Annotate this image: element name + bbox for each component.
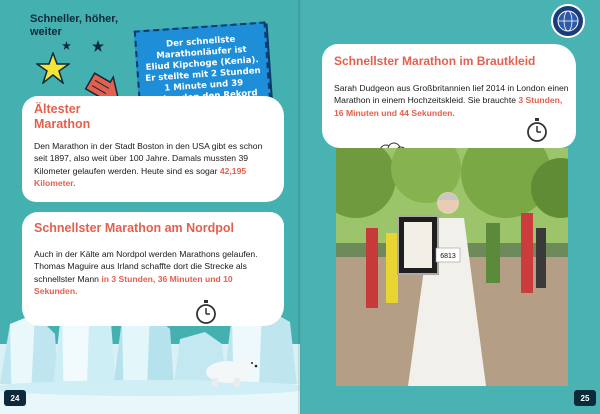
stopwatch-icon xyxy=(526,118,548,142)
bride-marathon-text xyxy=(334,82,570,119)
northpole-marathon-headline: Schnellster Marathon am Nordpol xyxy=(34,221,235,235)
highlight: 42,195 Kilometer. xyxy=(34,165,247,189)
fact-box-text: Der schnellste Marathonläufer ist Eliud Kipchoge (Kenia). Er stellte mit 2 Stunden 1 Minute und 39 Rekord xyxy=(144,34,261,101)
bride-marathon-photo xyxy=(336,148,568,386)
paragraph: Sarah Dudgeon aus Großbritannien lief 2014 in London einen Marathon in einem Hochzeitskleid. Sie brauchte xyxy=(334,83,569,106)
globe-icon xyxy=(555,8,581,34)
oldest-marathon-headline xyxy=(34,102,90,132)
oldest-marathon-card xyxy=(22,96,284,202)
stopwatch-icon xyxy=(195,300,217,324)
book-spine xyxy=(298,0,302,414)
headline-line: Ältester xyxy=(34,102,81,116)
northpole-marathon-text xyxy=(34,248,272,298)
highlight: 3 Stunden, 16 Minuten und 44 Sekunden. xyxy=(334,95,563,118)
page-number: 25 xyxy=(574,390,596,406)
page-number: 24 xyxy=(4,390,26,406)
photo-scene xyxy=(336,148,568,386)
northpole-marathon-card xyxy=(22,212,284,326)
oldest-marathon-text xyxy=(34,140,274,190)
section-label: Schneller, höher, weiter xyxy=(30,13,119,38)
small-star-icon xyxy=(62,41,71,50)
headline-line: Marathon xyxy=(34,117,91,131)
race-bib: 6813 xyxy=(440,253,456,260)
paragraph: Den Marathon in der Stadt Boston in den USA gibt es schon seit 1897, also weit über 100 Jahre. Damals mussten 39 Kilometer gelaufen werden. Heute sind es sogar xyxy=(34,141,263,176)
bride-marathon-headline: Schnellster Marathon im Brautkleid xyxy=(334,54,536,68)
highlight: in 3 Stunden, 36 Minuten und 10 Sekunden. xyxy=(34,273,233,297)
polar-bear-illustration xyxy=(200,352,260,388)
small-star-icon xyxy=(92,40,104,52)
star-icon xyxy=(36,52,70,84)
guinness-world-records-logo xyxy=(551,4,585,38)
paragraph: Auch in der Kälte am Nordpol werden Marathons gelaufen. Thomas Maguire aus Irland schaffte dort die Strecke als schnellster Mann xyxy=(34,249,258,284)
